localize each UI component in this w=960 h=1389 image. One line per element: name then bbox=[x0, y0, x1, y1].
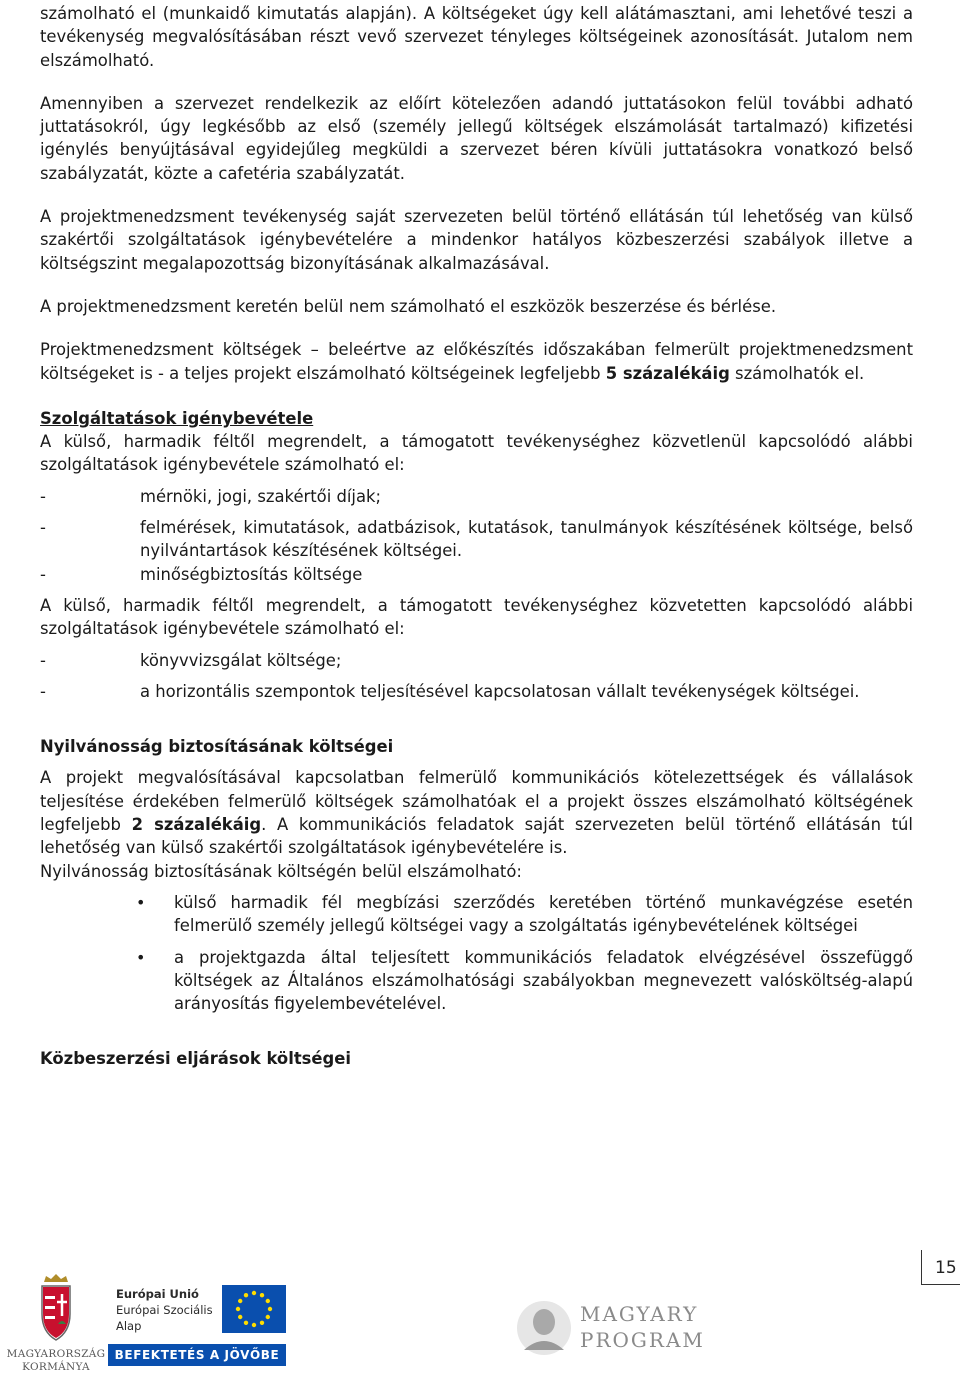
section-heading-publicity: Nyilvánosság biztosításának költségei bbox=[40, 737, 394, 757]
publicity-paragraph: A projekt megvalósításával kapcsolatban felmerülő kommunikációs kötelezettségek és vállalások teljesítése érdekében felmerülő költségek számolhatóak el a projekt összes elszámolható költségének legfeljebb 2 százalékáig. A kommunikációs feladatok saját szervezeten belül történő ellátásán túl lehetőség van külső szakértői szolgáltatások igénybevételére is. bbox=[40, 768, 913, 858]
footer-logos bbox=[0, 1270, 960, 1389]
list-item: • a projektgazda által teljesített kommunikációs feladatok elvégzésével összefüggő költségek az Általános elszámolhatósági szabályokban megnevezett valósköltség-alapú arányosítás figyelembevételével. bbox=[136, 947, 913, 1014]
publicity-limit-bold: 2 százalékáig bbox=[131, 815, 262, 835]
paragraph-external-experts: A projektmenedzsment tevékenység saját szervezeten belül történő ellátásán túl lehetőség van külső szakértői szolgáltatások igénybevételére a mindenkor hatályos közbeszerzési szabályok illetve a költségszint megalapozottság bizonyításának alkalmazásával. bbox=[40, 207, 913, 273]
section-heading-procurement: Közbeszerzési eljárások költségei bbox=[40, 1049, 351, 1069]
list-item: - könyvvizsgálat költsége; bbox=[40, 650, 342, 670]
list-item: - felmérések, kimutatások, adatbázisok, kutatások, tanulmányok készítésének költsége, belső nyilvántartások készítésének költségei. bbox=[40, 518, 913, 561]
paragraph-continuation: számolható el (munkaidő kimutatás alapján). A költségeket úgy kell alátámasztani, ami lehetővé teszi a tevékenység megvalósításában részt vevő szervezet tényleges költségeinek azonosítását. Jutalom nem elszámolható. bbox=[40, 4, 913, 70]
eu-logo: Európai Unió Európai Szociális Alap bbox=[116, 1287, 213, 1333]
list-item: - a horizontális szempontok teljesítésével kapcsolatosan vállalt tevékenységek költségei. bbox=[40, 681, 860, 701]
magyary-program-logo: MAGYARY PROGRAM bbox=[516, 1298, 696, 1358]
eu-flag-icon bbox=[222, 1285, 286, 1333]
paragraph-pm-costs: Projektmenedzsment költségek – beleértve az előkészítés időszakában felmerült projektmenedzsment költségeket is - a teljes projekt elszámolható költségeinek legfeljebb 5 százalékáig számolhatók el. bbox=[40, 340, 913, 383]
pm-limit-bold: 5 százalékáig bbox=[605, 363, 730, 383]
magyary-portrait-icon bbox=[516, 1298, 572, 1358]
paragraph-benefits: Amennyiben a szervezet rendelkezik az előírt kötelezően adandó juttatásokon felül további adható juttatásokról, úgy legkésőbb az első (személy jellegű költségek elszámolását tartalmazó) kifizetési igénylés benyújtásával egyidejűleg megküldi a szervezet béren kívüli juttatásokra vonatkozó belső szabályzatát, közte a cafetéria szabályzatát. bbox=[40, 93, 913, 183]
government-logo: MAGYARORSZÁG KORMÁNYA bbox=[6, 1274, 96, 1386]
paragraph-no-assets: A projektmenedzsment keretén belül nem számolható el eszközök beszerzése és bérlése. bbox=[40, 296, 777, 316]
publicity-intro: Nyilvánosság biztosításának költségén belül elszámolható: bbox=[40, 861, 522, 881]
section-heading-services: Szolgáltatások igénybevétele bbox=[40, 408, 314, 428]
list-item: - mérnöki, jogi, szakértői díjak; bbox=[40, 486, 382, 506]
list-item: - minőségbiztosítás költsége bbox=[40, 564, 363, 584]
eu-slogan-band: BEFEKTETÉS A JÖVŐBE bbox=[108, 1344, 286, 1366]
list-item: • külső harmadik fél megbízási szerződés keretében történő munkavégzése esetén felmerülő személy jellegű költségei vagy a szolgáltatás igénybevételének költségei bbox=[136, 892, 913, 936]
document-body bbox=[40, 0, 913, 1071]
services-intro-direct: A külső, harmadik féltől megrendelt, a támogatott tevékenységhez közvetlenül kapcsolódó alábbi szolgáltatások igénybevétele számolható el: bbox=[40, 432, 913, 475]
page-number: 15 bbox=[935, 1258, 957, 1278]
coat-of-arms-icon bbox=[6, 1274, 106, 1348]
services-intro-indirect: A külső, harmadik féltől megrendelt, a támogatott tevékenységhez közvetetten kapcsolódó alábbi szolgáltatások igénybevétele számolható el: bbox=[40, 595, 913, 639]
